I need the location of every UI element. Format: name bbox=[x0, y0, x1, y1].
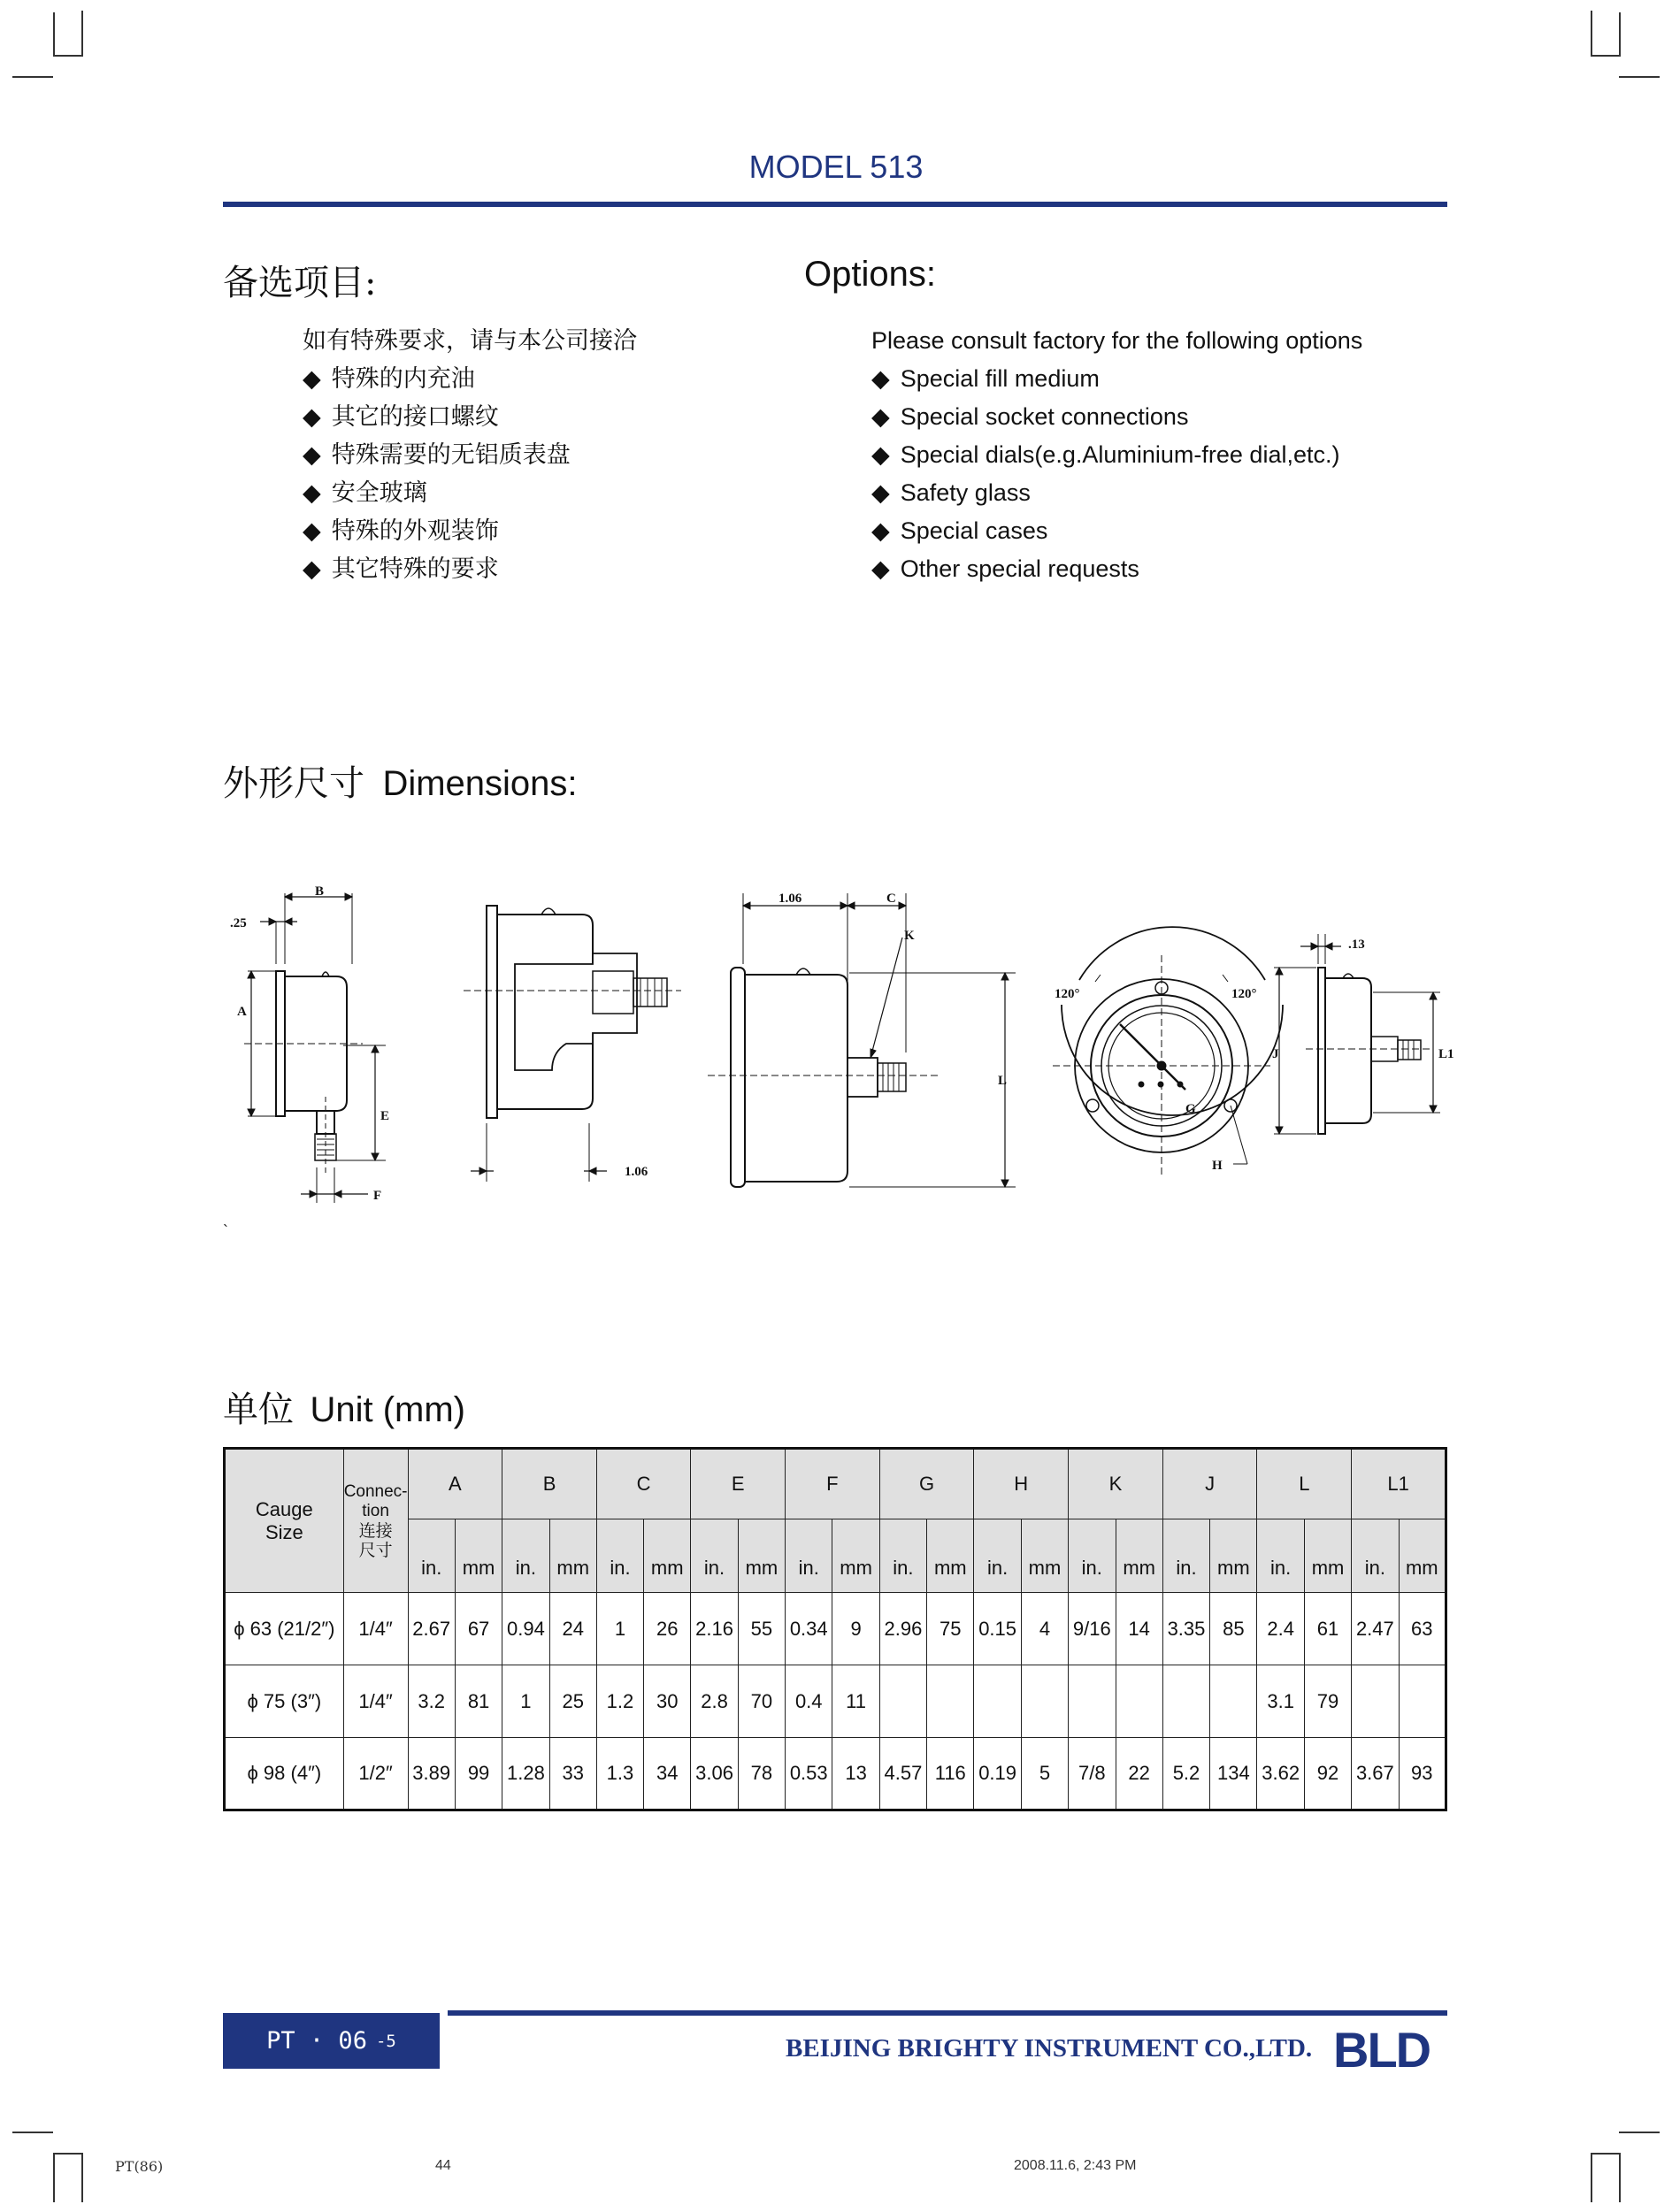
label-120-left: 120° bbox=[1055, 987, 1080, 1001]
value-cell: 75 bbox=[927, 1593, 974, 1665]
col-header: J bbox=[1162, 1449, 1257, 1519]
label-E: E bbox=[380, 1109, 390, 1123]
drawing-large-side bbox=[708, 893, 1016, 1187]
value-cell: 9/16 bbox=[1069, 1593, 1116, 1665]
value-cell: 3.89 bbox=[408, 1738, 455, 1810]
unit-mm-cell: mm bbox=[455, 1519, 502, 1593]
unit-in-cell: in. bbox=[502, 1519, 549, 1593]
dimensions-heading bbox=[223, 755, 578, 806]
gauge-size-cell: ϕ 63 (21/2″) bbox=[225, 1593, 344, 1665]
value-cell: 0.4 bbox=[786, 1665, 832, 1738]
value-cell: 1.3 bbox=[596, 1738, 643, 1810]
option-item-en: ◆ Safety glass bbox=[871, 474, 1362, 512]
label-L: L bbox=[998, 1074, 1008, 1088]
value-cell bbox=[1399, 1665, 1446, 1738]
label-106-upper: 1.06 bbox=[778, 892, 802, 906]
col-header: G bbox=[879, 1449, 974, 1519]
unit-in-cell: in. bbox=[1352, 1519, 1399, 1593]
value-cell: 63 bbox=[1399, 1593, 1446, 1665]
value-cell: 70 bbox=[738, 1665, 785, 1738]
options-intro-en: Please consult factory for the following options bbox=[871, 327, 1363, 354]
value-cell bbox=[1352, 1665, 1399, 1738]
label-C: C bbox=[886, 892, 896, 906]
unit-in-cell: in. bbox=[1069, 1519, 1116, 1593]
value-cell: 0.53 bbox=[786, 1738, 832, 1810]
value-cell: 33 bbox=[549, 1738, 596, 1810]
label-13: .13 bbox=[1348, 938, 1365, 952]
value-cell: 14 bbox=[1116, 1593, 1162, 1665]
col-header: C bbox=[596, 1449, 690, 1519]
unit-in-cell: in. bbox=[596, 1519, 643, 1593]
drawing-back-connection bbox=[464, 906, 681, 1182]
value-cell: 4 bbox=[1021, 1593, 1068, 1665]
value-cell bbox=[879, 1665, 926, 1738]
col-header: K bbox=[1069, 1449, 1163, 1519]
value-cell: 3.67 bbox=[1352, 1738, 1399, 1810]
unit-mm-cell: mm bbox=[549, 1519, 596, 1593]
unit-heading bbox=[223, 1382, 465, 1432]
label-F: F bbox=[373, 1189, 382, 1203]
unit-in-cell: in. bbox=[408, 1519, 455, 1593]
value-cell: 78 bbox=[738, 1738, 785, 1810]
unit-in-cell: in. bbox=[974, 1519, 1021, 1593]
col-header: F bbox=[786, 1449, 880, 1519]
value-cell: 0.94 bbox=[502, 1593, 549, 1665]
value-cell: 1 bbox=[502, 1665, 549, 1738]
company-logo: BLD bbox=[1333, 2022, 1430, 2078]
value-cell: 67 bbox=[455, 1593, 502, 1665]
gauge-size-cell: ϕ 75 (3″) bbox=[225, 1665, 344, 1738]
col-header: H bbox=[974, 1449, 1069, 1519]
unit-in-cell: in. bbox=[1162, 1519, 1209, 1593]
value-cell: 2.96 bbox=[879, 1593, 926, 1665]
option-item-en: ◆ Other special requests bbox=[871, 550, 1362, 588]
connection-cell: 1/4″ bbox=[343, 1593, 408, 1665]
unit-mm-cell: mm bbox=[1399, 1519, 1446, 1593]
page-code-box bbox=[223, 2013, 440, 2069]
footer-rule bbox=[448, 2010, 1447, 2016]
value-cell: 116 bbox=[927, 1738, 974, 1810]
label-106-lower: 1.06 bbox=[625, 1165, 648, 1179]
value-cell bbox=[1162, 1665, 1209, 1738]
page-title: MODEL 513 bbox=[748, 149, 924, 185]
value-cell: 55 bbox=[738, 1593, 785, 1665]
option-item-en: ◆ Special socket connections bbox=[871, 398, 1362, 436]
value-cell: 13 bbox=[832, 1738, 879, 1810]
value-cell: 9 bbox=[832, 1593, 879, 1665]
option-item-cn: ◆ 其它特殊的要求 bbox=[303, 550, 637, 588]
print-page-number: 44 bbox=[435, 2158, 451, 2173]
value-cell: 24 bbox=[549, 1593, 596, 1665]
drawing-side-view bbox=[244, 893, 386, 1203]
col-header: A bbox=[408, 1449, 502, 1519]
dimensions-table bbox=[223, 1447, 1447, 1811]
col-header: L1 bbox=[1352, 1449, 1446, 1519]
page-code: PT · 06 bbox=[266, 2027, 367, 2055]
value-cell: 1.2 bbox=[596, 1665, 643, 1738]
label-B: B bbox=[315, 884, 325, 899]
label-25: .25 bbox=[230, 916, 247, 930]
unit-in-cell: in. bbox=[879, 1519, 926, 1593]
value-cell: 0.34 bbox=[786, 1593, 832, 1665]
value-cell: 5 bbox=[1021, 1738, 1068, 1810]
drawing-front-flange bbox=[1053, 927, 1283, 1176]
value-cell: 61 bbox=[1304, 1593, 1351, 1665]
label-A: A bbox=[237, 1005, 247, 1019]
value-cell bbox=[927, 1665, 974, 1738]
options-list-en bbox=[871, 322, 1362, 588]
value-cell: 99 bbox=[455, 1738, 502, 1810]
value-cell: 3.06 bbox=[691, 1738, 738, 1810]
gauge-size-cell: ϕ 98 (4″) bbox=[225, 1738, 344, 1810]
option-item-cn: ◆ 安全玻璃 bbox=[303, 474, 637, 512]
value-cell: 92 bbox=[1304, 1738, 1351, 1810]
value-cell: 134 bbox=[1210, 1738, 1257, 1810]
company-name: BEIJING BRIGHTY INSTRUMENT CO.,LTD. bbox=[786, 2034, 1313, 2063]
unit-in-cell: in. bbox=[1257, 1519, 1304, 1593]
value-cell: 3.35 bbox=[1162, 1593, 1209, 1665]
dimensions-heading-en: Dimensions: bbox=[382, 764, 578, 803]
value-cell: 7/8 bbox=[1069, 1738, 1116, 1810]
option-item-en: ◆ Special cases bbox=[871, 512, 1362, 550]
option-item-cn: ◆ 其它的接口螺纹 bbox=[303, 398, 637, 436]
col-header: E bbox=[691, 1449, 786, 1519]
connection-header: Connec- tion 连接 尺寸 bbox=[343, 1449, 408, 1593]
unit-heading-cn: 单位 bbox=[223, 1389, 294, 1430]
value-cell bbox=[1021, 1665, 1068, 1738]
value-cell: 34 bbox=[644, 1738, 691, 1810]
drawing-small-side bbox=[1274, 934, 1440, 1134]
connection-cell: 1/2″ bbox=[343, 1738, 408, 1810]
label-J: J bbox=[1272, 1047, 1279, 1061]
unit-mm-cell: mm bbox=[644, 1519, 691, 1593]
option-item-cn: ◆ 特殊的外观装饰 bbox=[303, 512, 637, 550]
file-label: PT(86) bbox=[115, 2158, 164, 2175]
table-row bbox=[225, 1593, 1446, 1665]
value-cell: 22 bbox=[1116, 1738, 1162, 1810]
value-cell: 5.2 bbox=[1162, 1738, 1209, 1810]
value-cell bbox=[1069, 1665, 1116, 1738]
value-cell: 0.15 bbox=[974, 1593, 1021, 1665]
value-cell: 30 bbox=[644, 1665, 691, 1738]
label-G: G bbox=[1185, 1102, 1196, 1116]
options-heading-en: Options: bbox=[804, 255, 936, 294]
value-cell: 2.4 bbox=[1257, 1593, 1304, 1665]
dimension-drawings bbox=[212, 876, 1469, 1229]
value-cell: 2.16 bbox=[691, 1593, 738, 1665]
unit-mm-cell: mm bbox=[1210, 1519, 1257, 1593]
label-L1: L1 bbox=[1438, 1047, 1454, 1061]
label-H: H bbox=[1212, 1159, 1223, 1173]
print-timestamp: 2008.11.6, 2:43 PM bbox=[1014, 2158, 1137, 2173]
value-cell: 81 bbox=[455, 1665, 502, 1738]
value-cell: 93 bbox=[1399, 1738, 1446, 1810]
unit-in-cell: in. bbox=[786, 1519, 832, 1593]
options-intro-cn: 如有特殊要求，请与本公司接洽 bbox=[303, 327, 637, 355]
option-item-en: ◆ Special fill medium bbox=[871, 360, 1362, 398]
value-cell: 85 bbox=[1210, 1593, 1257, 1665]
table-row bbox=[225, 1738, 1446, 1810]
unit-mm-cell: mm bbox=[1116, 1519, 1162, 1593]
connection-cell: 1/4″ bbox=[343, 1665, 408, 1738]
table-row bbox=[225, 1665, 1446, 1738]
option-item-cn: ◆ 特殊需要的无铝质表盘 bbox=[303, 436, 637, 474]
unit-mm-cell: mm bbox=[738, 1519, 785, 1593]
value-cell: 3.62 bbox=[1257, 1738, 1304, 1810]
value-cell: 3.1 bbox=[1257, 1665, 1304, 1738]
unit-in-cell: in. bbox=[691, 1519, 738, 1593]
value-cell: 3.2 bbox=[408, 1665, 455, 1738]
unit-heading-en: Unit (mm) bbox=[310, 1390, 465, 1429]
value-cell bbox=[1210, 1665, 1257, 1738]
unit-mm-cell: mm bbox=[1021, 1519, 1068, 1593]
value-cell: 2.67 bbox=[408, 1593, 455, 1665]
value-cell bbox=[1116, 1665, 1162, 1738]
value-cell: 0.19 bbox=[974, 1738, 1021, 1810]
option-item-cn: ◆ 特殊的内充油 bbox=[303, 360, 637, 398]
gauge-size-header: Cauge Size bbox=[225, 1449, 344, 1593]
dimensions-heading-cn: 外形尺寸 bbox=[223, 763, 364, 804]
value-cell: 79 bbox=[1304, 1665, 1351, 1738]
unit-row bbox=[225, 1519, 1446, 1593]
value-cell: 2.47 bbox=[1352, 1593, 1399, 1665]
label-120-right: 120° bbox=[1231, 987, 1257, 1001]
header-rule bbox=[223, 202, 1447, 207]
page-suffix: -5 bbox=[375, 2031, 396, 2051]
stray-tick: ` bbox=[223, 1222, 228, 1240]
value-cell: 1 bbox=[596, 1593, 643, 1665]
value-cell bbox=[974, 1665, 1021, 1738]
value-cell: 2.8 bbox=[691, 1665, 738, 1738]
value-cell: 4.57 bbox=[879, 1738, 926, 1810]
value-cell: 11 bbox=[832, 1665, 879, 1738]
options-list-cn bbox=[303, 322, 637, 588]
unit-mm-cell: mm bbox=[1304, 1519, 1351, 1593]
col-header: L bbox=[1257, 1449, 1352, 1519]
value-cell: 25 bbox=[549, 1665, 596, 1738]
unit-mm-cell: mm bbox=[832, 1519, 879, 1593]
value-cell: 26 bbox=[644, 1593, 691, 1665]
value-cell: 1.28 bbox=[502, 1738, 549, 1810]
unit-mm-cell: mm bbox=[927, 1519, 974, 1593]
option-item-en: ◆ Special dials(e.g.Aluminium-free dial,etc.) bbox=[871, 436, 1362, 474]
col-header: B bbox=[502, 1449, 597, 1519]
options-heading-cn: 备选项目: bbox=[223, 263, 377, 303]
label-K: K bbox=[904, 929, 915, 943]
